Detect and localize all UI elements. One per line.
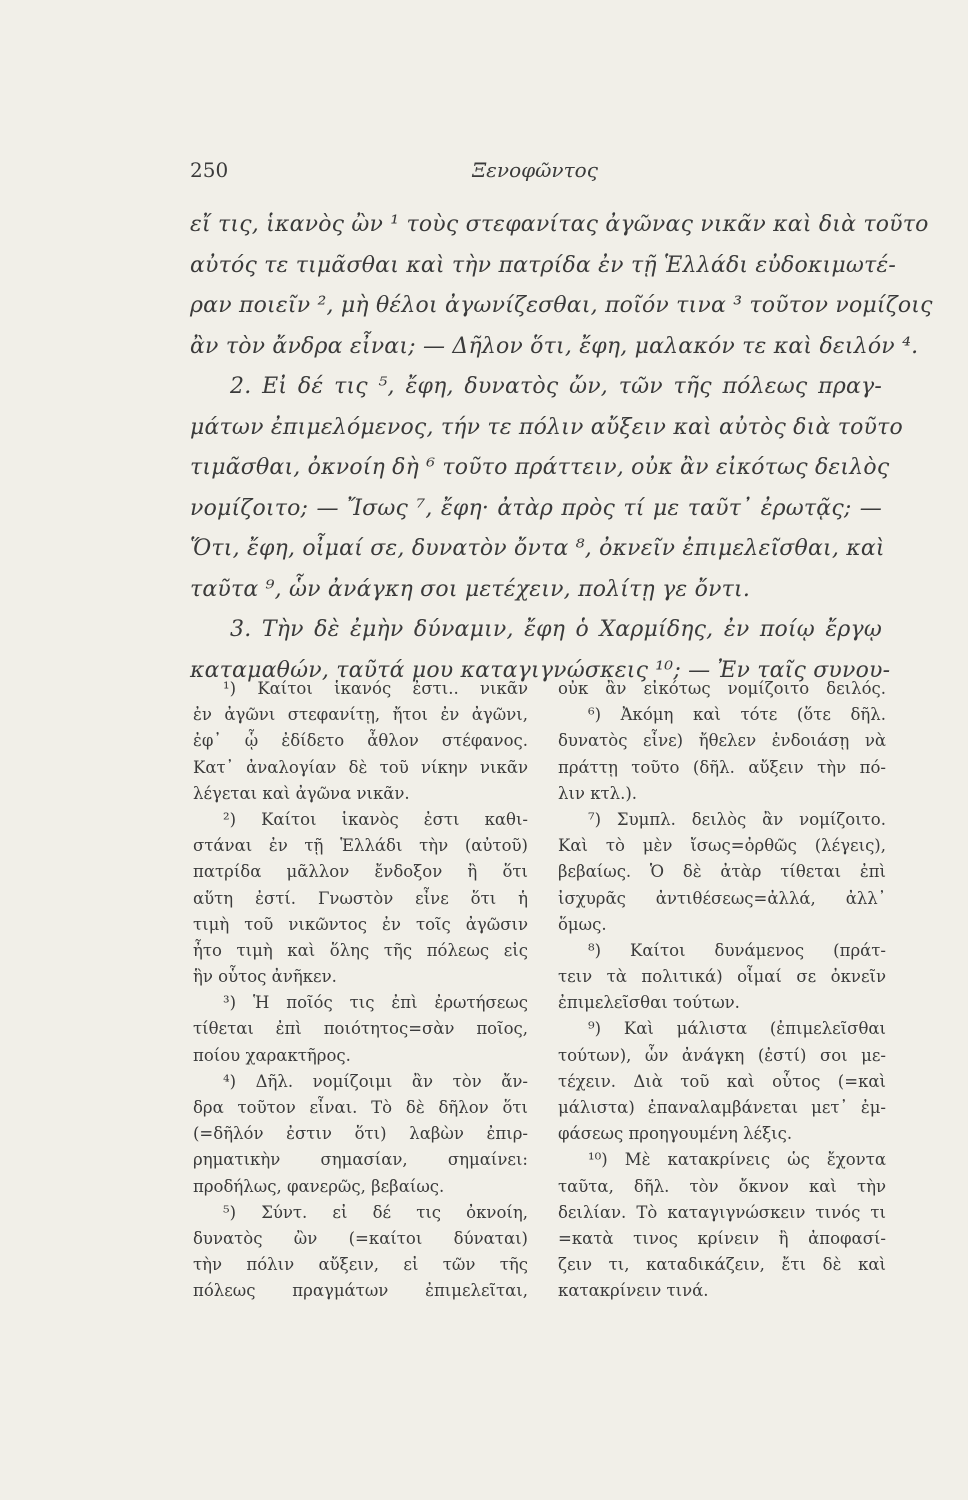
footnote-line: δρα τοῦτον εἶναι. Τὸ δὲ δῆλον ὅτι — [193, 1098, 528, 1117]
footnotes-left-column — [193, 676, 528, 1305]
footnote-line: ἐν ἀγῶνι στεφανίτῃ, ἤτοι ἐν ἀγῶνι, — [193, 705, 528, 725]
text-line: τιμᾶσθαι, ὀκνοίη δὴ ⁶ τοῦτο πράττειν, οὐκ ἂν εἰκότως δειλὸς — [190, 455, 890, 480]
footnote-line: τέχειν. Διὰ τοῦ καὶ οὗτος (=καὶ — [558, 1071, 886, 1091]
page-header — [190, 158, 880, 188]
footnote-line: ⁶) Ἀκόμη καὶ τότε (ὅτε δῆλ. — [588, 705, 886, 725]
footnotes-right-column — [558, 676, 886, 1305]
text-line: νομίζοιτο; — Ἴσως ⁷, ἔφη· ἀτὰρ πρὸς τί με ταῦτ᾽ ἐρωτᾷς; — — [190, 495, 882, 521]
footnote-line: οὐκ ἂν εἰκότως νομίζοιτο δειλός. — [558, 679, 886, 698]
running-head: Ξενοφῶντος — [472, 158, 598, 182]
text-line: μάτων ἐπιμελόμενος, τήν τε πόλιν αὔξειν καὶ αὐτὸς διὰ τοῦτο — [190, 414, 903, 440]
footnote-line: πόλεως πραγμάτων ἐπιμελεῖται, — [193, 1281, 528, 1301]
footnote-line: προδήλως, φανερῶς, βεβαίως. — [193, 1176, 445, 1196]
main-text — [190, 205, 933, 691]
footnote-line: ⁸) Καίτοι δυνάμενος (πράτ- — [588, 940, 886, 960]
footnote-line: Καὶ τὸ μὲν ἴσως=ὀρθῶς (λέγεις), — [558, 836, 886, 856]
footnote-line: πατρίδα μᾶλλον ἔνδοξον ἢ ὅτι — [193, 862, 528, 882]
footnote-line: τούτων), ὧν ἀνάγκη (ἐστί) σοι με- — [558, 1045, 886, 1065]
footnote-line: φάσεως προηγουμένη λέξις. — [558, 1124, 793, 1144]
footnote-line: ⁵) Σύντ. εἰ δέ τις ὀκνοίη, — [223, 1202, 528, 1222]
footnote-line: δυνατὸς ὢν (=καίτοι δύναται) — [193, 1228, 528, 1248]
footnote-line: ἐφ᾽ ᾧ ἐδίδετο ἆθλον στέφανος. — [193, 731, 528, 751]
footnote-line: δειλίαν. Τὸ καταγιγνώσκειν τινός τι — [558, 1202, 886, 1222]
footnote-line: δυνατὸς εἶνε) ἤθελεν ἐνδοιάσῃ νὰ — [558, 731, 886, 751]
text-line: ἂν τὸν ἄνδρα εἶναι; — Δῆλον ὅτι, ἔφη, μαλακόν τε καὶ δειλόν ⁴. — [190, 333, 919, 359]
page-number: 250 — [190, 158, 229, 182]
footnote-line: ²) Καίτοι ἱκανὸς ἐστι καθι- — [223, 809, 528, 829]
footnote-line: (=δῆλόν ἐστιν ὅτι) λαβὼν ἐπιρ- — [193, 1124, 528, 1144]
footnote-line: λέγεται καὶ ἀγῶνα νικᾶν. — [193, 783, 410, 803]
footnote-line: ⁴) Δῆλ. νομίζοιμι ἂν τὸν ἄν- — [223, 1071, 528, 1091]
footnote-line: τὴν πόλιν αὔξειν, εἰ τῶν τῆς — [193, 1255, 528, 1275]
text-line: Ὅτι, ἔφη, οἶμαί σε, δυνατὸν ὄντα ⁸, ὀκνεῖν ἐπιμελεῖσθαι, καὶ — [190, 536, 885, 561]
footnote-line: ἦτο τιμὴ καὶ ὅλης τῆς πόλεως εἰς — [193, 940, 528, 960]
footnote-line: ζειν τι, καταδικάζειν, ἔτι δὲ καὶ — [558, 1255, 886, 1275]
footnote-line: κατακρίνειν τινά. — [558, 1281, 709, 1301]
footnote-line: ταῦτα, δῆλ. τὸν ὄκνον καὶ τὴν — [558, 1176, 886, 1196]
text-line: ραν ποιεῖν ², μὴ θέλοι ἀγωνίζεσθαι, ποῖόν τινα ³ τοῦτον νομίζοις — [190, 293, 933, 318]
text-line: καταμαθών, ταῦτά μου καταγιγνώσκεις ¹⁰; — Ἐν ταῖς συνου- — [190, 657, 891, 683]
text-line: αὐτός τε τιμᾶσθαι καὶ τὴν πατρίδα ἐν τῇ Ἑλλάδι εὐδοκιμωτέ- — [190, 252, 896, 278]
footnote-line: ὅμως. — [558, 914, 607, 934]
footnote-line: ³) Ἡ ποῖός τις ἐπὶ ἐρωτήσεως — [223, 993, 528, 1013]
footnote-line: στάναι ἐν τῇ Ἑλλάδι τὴν (αὐτοῦ) — [193, 836, 528, 856]
footnote-line: ¹) Καίτοι ἱκανός ἐστι.. νικᾶν — [223, 679, 528, 698]
footnote-line: πράττῃ τοῦτο (δῆλ. αὔξειν τὴν πό- — [558, 757, 886, 777]
text-line: 3. Τὴν δὲ ἐμὴν δύναμιν, ἔφη ὁ Χαρμίδης, ἐν ποίῳ ἔργῳ — [230, 617, 882, 642]
footnote-line: ἣν οὗτος ἀνῆκεν. — [193, 967, 337, 987]
footnote-line: ⁹) Καὶ μάλιστα (ἐπιμελεῖσθαι — [588, 1019, 886, 1039]
text-line: ταῦτα ⁹, ὧν ἀνάγκη σοι μετέχειν, πολίτῃ γε ὄντι. — [190, 576, 751, 602]
footnote-line: ¹⁰) Μὲ κατακρίνεις ὡς ἔχοντα — [588, 1150, 886, 1170]
footnote-line: τειν τὰ πολιτικά) οἶμαί σε ὀκνεῖν — [558, 967, 886, 987]
footnote-line: ἐπιμελεῖσθαι τούτων. — [558, 993, 740, 1013]
footnote-line: ⁷) Συμπλ. δειλὸς ἂν νομίζοιτο. — [588, 809, 886, 829]
footnote-line: λιν κτλ.). — [558, 783, 638, 803]
text-line: εἴ τις, ἱκανὸς ὢν ¹ τοὺς στεφανίτας ἀγῶνας νικᾶν καὶ διὰ τοῦτο — [190, 212, 929, 237]
text-line: 2. Εἰ δέ τις ⁵, ἔφη, δυνατὸς ὤν, τῶν τῆς πόλεως πραγ- — [230, 374, 882, 399]
footnote-line: μάλιστα) ἐπαναλαμβάνεται μετ᾽ ἐμ- — [558, 1098, 886, 1117]
footnote-line: τίθεται ἐπὶ ποιότητος=σὰν ποῖος, — [193, 1019, 528, 1039]
footnote-line: βεβαίως. Ὁ δὲ ἀτὰρ τίθεται ἐπὶ — [558, 862, 886, 882]
footnote-line: Κατ᾽ ἀναλογίαν δὲ τοῦ νίκην νικᾶν — [193, 757, 528, 777]
footnote-line: =κατὰ τινος κρίνειν ἢ ἀποφασί- — [558, 1228, 886, 1248]
footnote-line: ποίου χαρακτῆρος. — [193, 1045, 351, 1065]
footnote-line: ἰσχυρᾶς ἀντιθέσεως=ἀλλά, ἀλλ᾽ — [558, 888, 886, 908]
footnote-line: ρηματικὴν σημασίαν, σημαίνει: — [193, 1150, 528, 1170]
footnote-line: αὕτη ἐστί. Γνωστὸν εἶνε ὅτι ἡ — [193, 888, 528, 908]
footnote-line: τιμὴ τοῦ νικῶντος ἐν τοῖς ἀγῶσιν — [193, 914, 528, 934]
